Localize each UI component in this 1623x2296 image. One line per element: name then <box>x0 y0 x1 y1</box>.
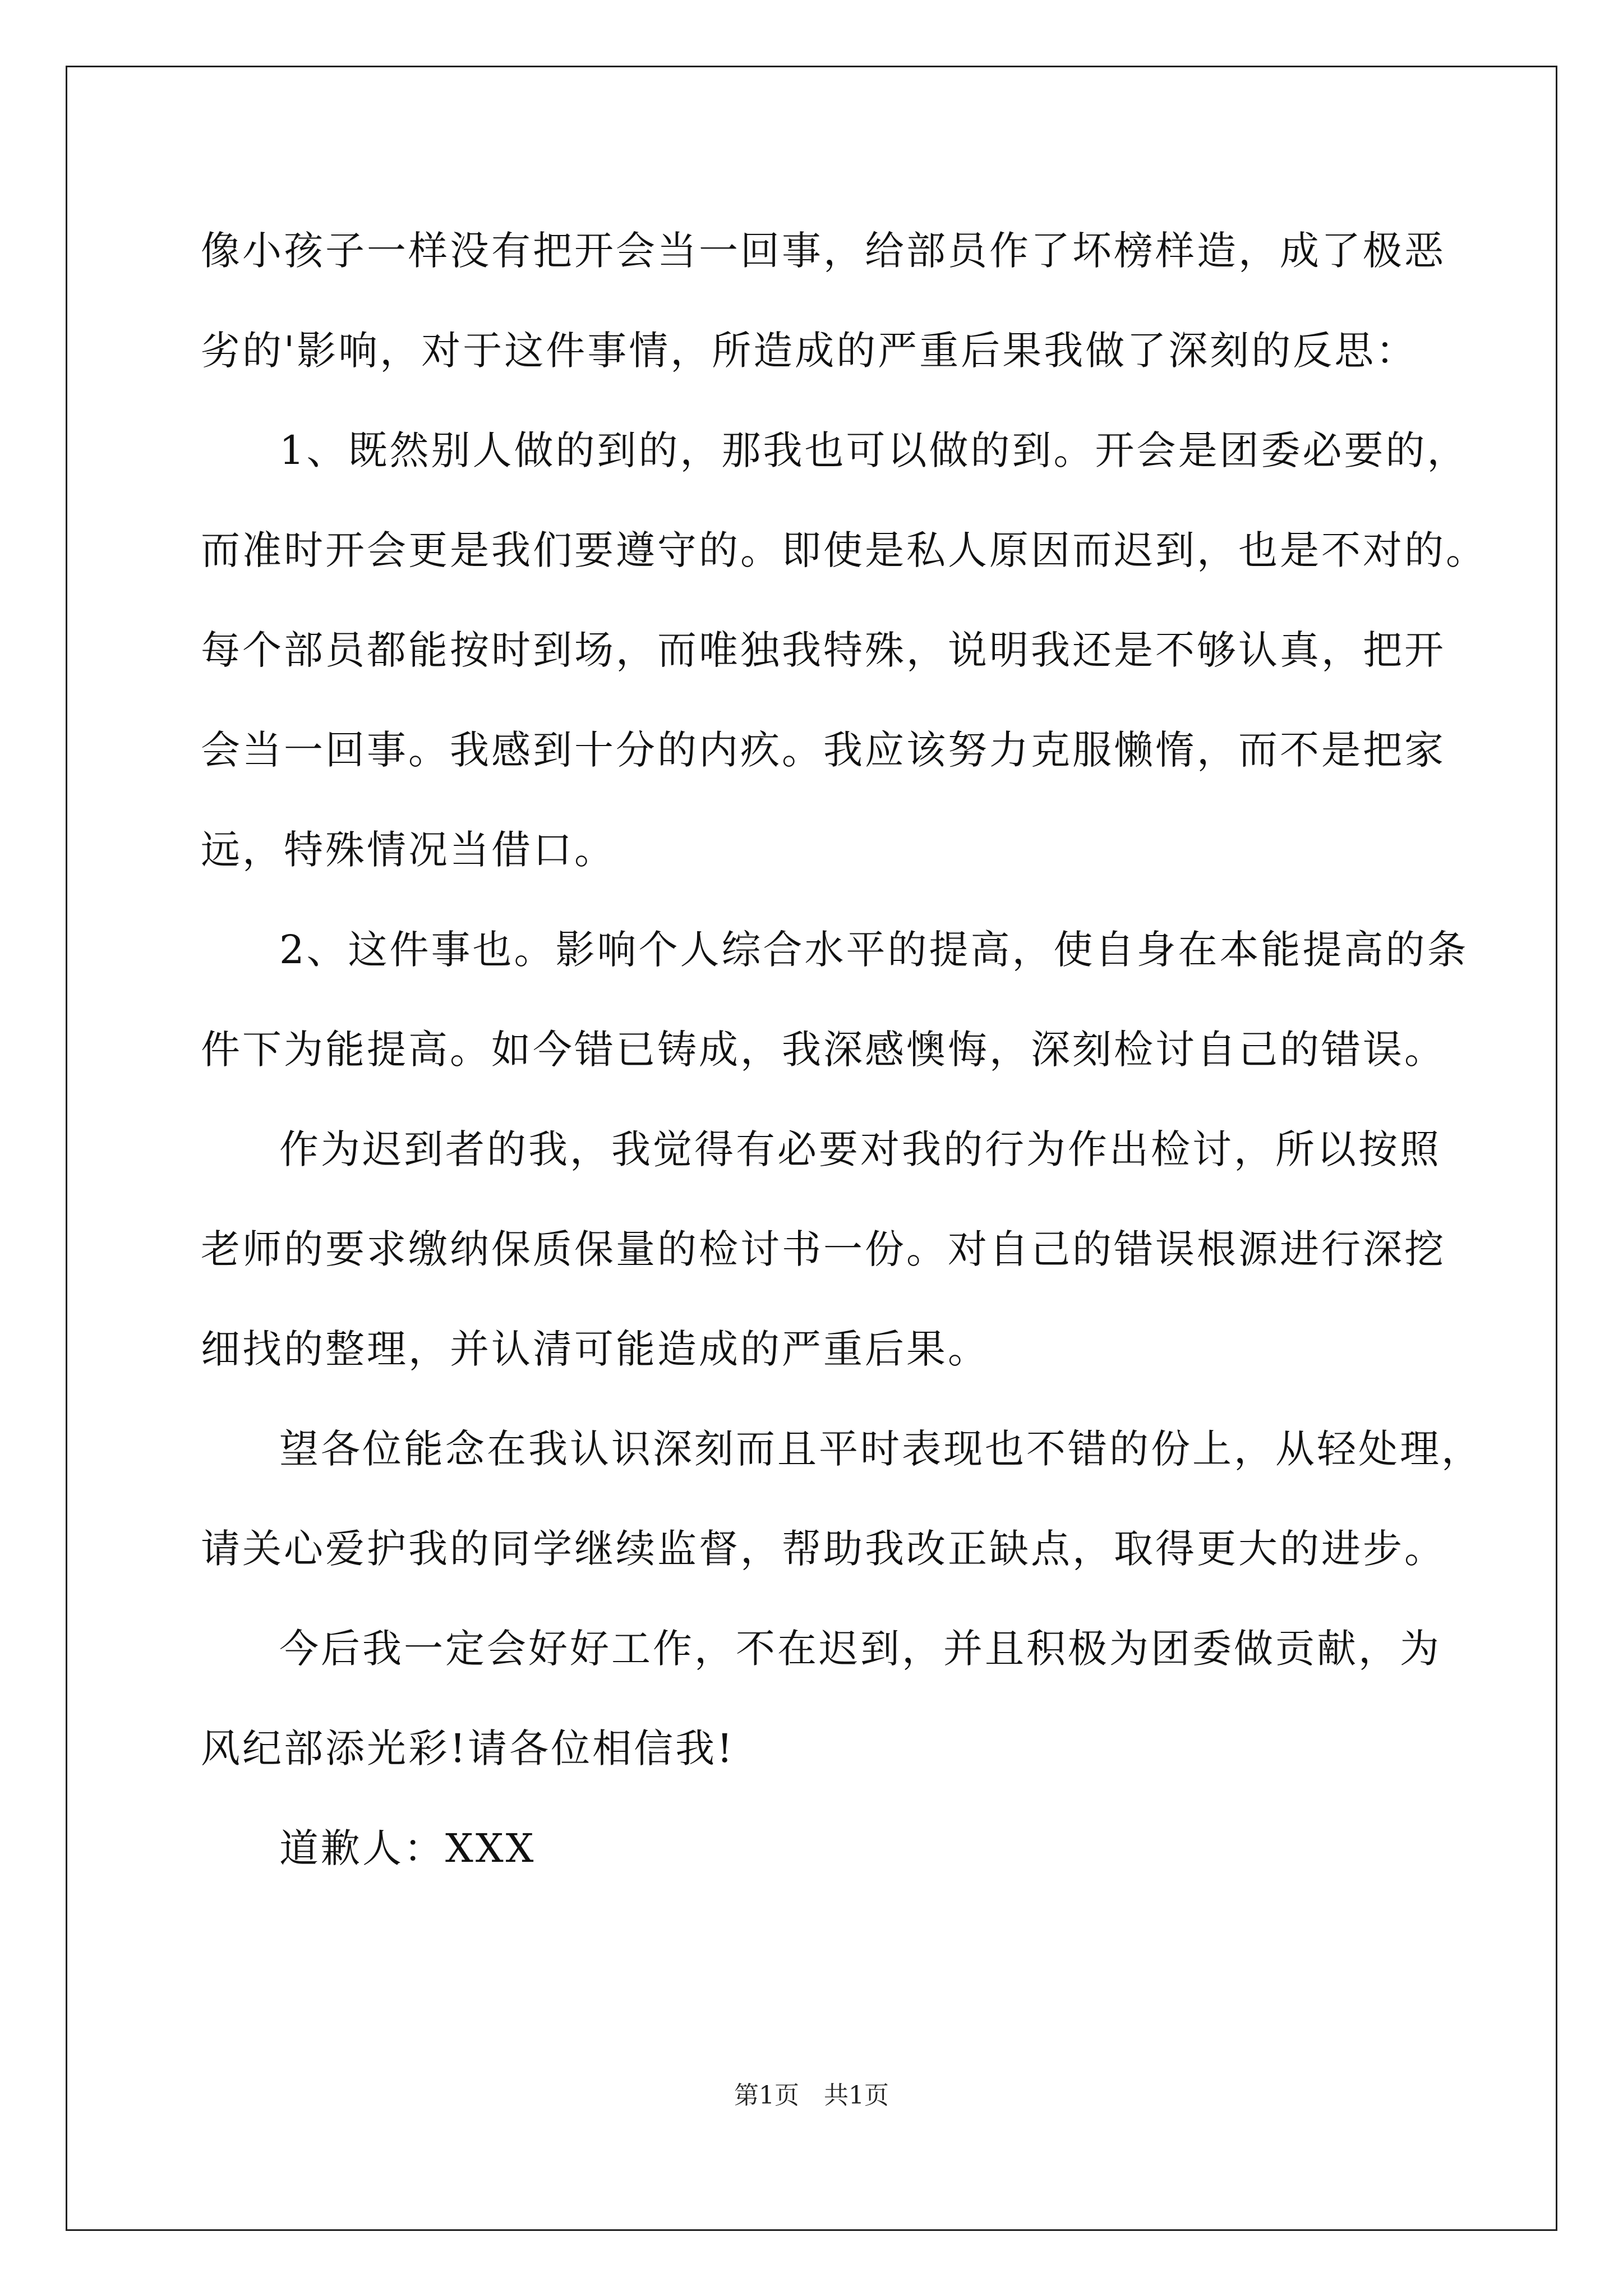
text-line-6: 会当一回事。我感到十分的内疚。我应该努力克服懒惰，而不是把家 <box>201 727 1446 773</box>
text-line-9: 件下为能提高。如今错已铸成，我深感懊悔，深刻检讨自己的错误。 <box>201 1027 1446 1073</box>
text-line-13: 望各位能念在我认识深刻而且平时表现也不错的份上，从轻处理， <box>279 1426 1483 1472</box>
text-line-16: 风纪部添光彩!请各位相信我! <box>201 1726 735 1772</box>
signature-line: 道歉人：XXX <box>279 1825 536 1871</box>
text-line-8: 2、这件事也。影响个人综合水平的提高，使自身在本能提高的条 <box>279 927 1469 973</box>
text-line-1: 像小孩子一样没有把开会当一回事，给部员作了坏榜样造，成了极恶 <box>201 228 1446 274</box>
text-line-12: 细找的整理，并认清可能造成的严重后果。 <box>201 1326 989 1372</box>
text-line-3: 1、既然别人做的到的，那我也可以做的到。开会是团委必要的， <box>279 427 1469 473</box>
text-line-15: 今后我一定会好好工作，不在迟到，并且积极为团委做贡献，为 <box>279 1626 1441 1672</box>
text-line-10: 作为迟到者的我，我觉得有必要对我的行为作出检讨，所以按照 <box>279 1126 1441 1172</box>
text-line-14: 请关心爱护我的同学继续监督，帮助我改正缺点，取得更大的进步。 <box>201 1526 1446 1572</box>
text-line-11: 老师的要求缴纳保质保量的检讨书一份。对自己的错误根源进行深挖 <box>201 1226 1446 1272</box>
text-line-5: 每个部员都能按时到场，而唯独我特殊，说明我还是不够认真，把开 <box>201 627 1446 673</box>
page-number-footer: 第1页 共1页 <box>734 2081 889 2110</box>
text-line-4: 而准时开会更是我们要遵守的。即使是私人原因而迟到，也是不对的。 <box>201 527 1487 573</box>
text-line-2: 劣的'影响，对于这件事情，所造成的严重后果我做了深刻的反思： <box>201 328 1418 374</box>
text-line-7: 远，特殊情况当借口。 <box>201 827 616 873</box>
